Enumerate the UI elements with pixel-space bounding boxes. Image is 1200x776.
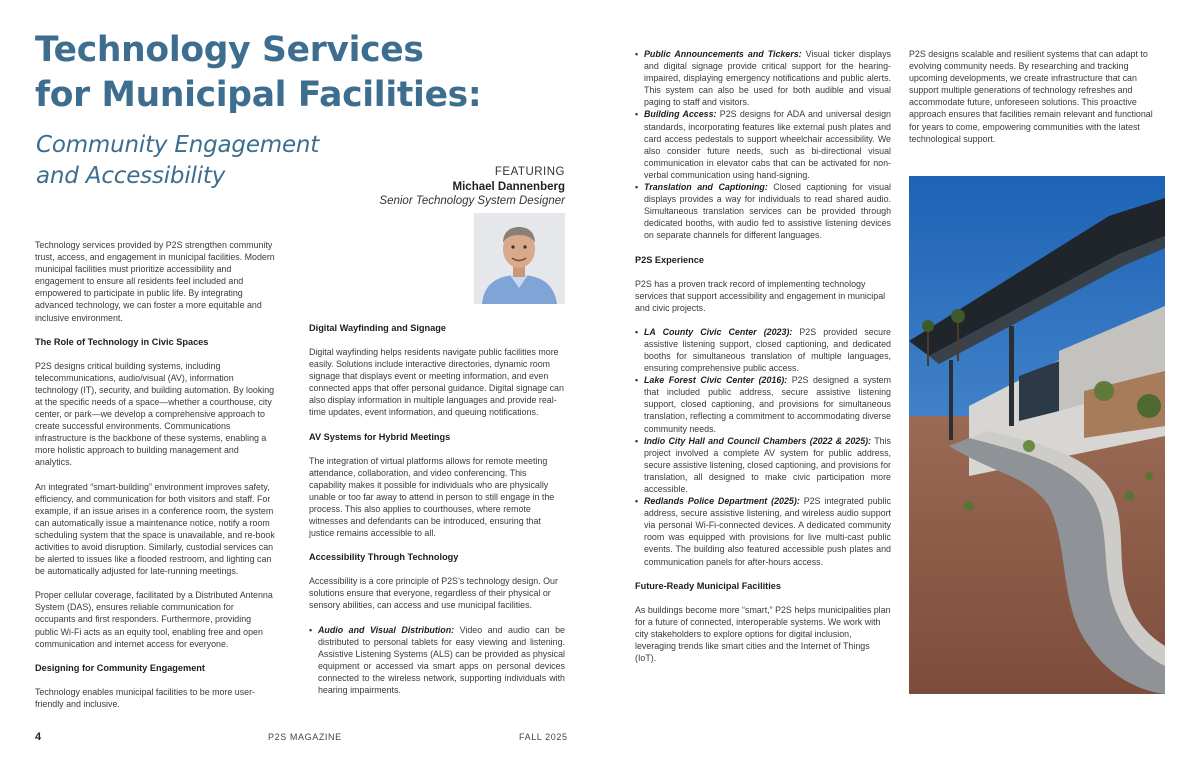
building-illustration	[909, 176, 1165, 694]
bullet-head: Lake Forest Civic Center (2016):	[644, 375, 788, 386]
column-3	[635, 48, 891, 676]
bullet-text: Closed captioning for visual displays provides a way for individuals to read shared audio. Simultaneous translation services can be provided through dedicated booths, with audio fed to assistive listening devices on separate channels for different languages.	[644, 182, 891, 241]
page-subtitle	[36, 130, 366, 192]
bullet-text: P2S designed a system that included public address, secure assistive listening support, closed captioning, and provisions for simultaneous translation, reflecting a commitment to accommodating diverse community needs.	[644, 375, 891, 434]
paragraph-av: The integration of virtual platforms allows for remote meeting attendance, collaboration, and video conferencing. This capability makes it possible for individuals who are physically unable or too far away to attend in person to still engage in the process. This also applies to courthouses, where remote witnesses and defendants can be introduced, ensuring that justice remains accessible to all.	[309, 455, 555, 539]
bullet-head: Public Announcements and Tickers:	[644, 49, 802, 59]
list-item	[635, 108, 891, 181]
bullet-text: This project involved a complete AV system for public address, secure assistive listening, closed captioning, and provisions for translation, all designed to make civic participation more accessible.	[644, 435, 891, 494]
paragraph-accessibility: Accessibility is a core principle of P2S’s technology design. Our solutions ensure that everyone, regardless of their physical or sensory abilities, can access and use municipal facilities.	[309, 576, 558, 611]
accessibility-bullets-part-2	[635, 48, 891, 242]
heading-future-ready: Future-Ready Municipal Facilities	[635, 580, 782, 591]
paragraph-role-3: Proper cellular coverage, facilitated by a Distributed Antenna System (DAS), ensures reliable communication for occupants and first responders. Furthermore, providing public Wi-Fi acts as an equity tool, enabling free and open communication and internet access for everyone.	[35, 590, 273, 649]
title-line-1: Technology Services	[35, 30, 424, 70]
list-item	[635, 48, 891, 108]
footer-magazine: P2S MAGAZINE	[268, 732, 342, 742]
building-photo	[909, 176, 1165, 694]
list-item	[635, 495, 891, 568]
heading-digital-wayfinding: Digital Wayfinding and Signage	[309, 323, 446, 333]
heading-accessibility: Accessibility Through Technology	[309, 552, 459, 563]
footer-issue: FALL 2025	[519, 732, 568, 742]
page-number: 4	[35, 731, 42, 743]
bullet-head: Translation and Captioning:	[644, 182, 768, 193]
portrait-illustration	[474, 213, 565, 304]
featuring-label: FEATURING	[494, 166, 565, 178]
bullet-text: Visual ticker displays and digital signage provide critical support for the hearing-impaired, displaying emergency notifications and public alerts. This system can also be used for both audible and visual paging to staff and visitors.	[644, 49, 891, 108]
bullet-head: Indio City Hall and Council Chambers (2022 & 2025):	[644, 435, 872, 446]
title-line-2: for Municipal Facilities:	[35, 75, 482, 115]
bullet-text: P2S provided secure assistive listening support, closed captioning, and dedicated booths for simultaneous translation of multiple languages, ensuring comprehensive public access.	[644, 326, 891, 374]
column-1	[35, 239, 275, 722]
portrait-photo	[474, 213, 565, 304]
heading-designing-engagement: Designing for Community Engagement	[35, 662, 205, 673]
subtitle-line-2: and Accessibility	[36, 163, 226, 189]
heading-av-systems: AV Systems for Hybrid Meetings	[309, 431, 451, 442]
paragraph-wayfinding: Digital wayfinding helps residents navigate public facilities more easily. Solutions include interactive directories, dynamic room signage that displays event or meeting information, and even connected apps that offer personal guidance. Digital signage can also display information in multiple languages and provide real-time updates, event information, and queuing notifications.	[309, 347, 564, 418]
bullet-text: Video and audio can be distributed to personal tablets for easy viewing and listening. Assistive Listening Systems (ALS) can be provided as physical equipment or accessed via smart apps on personal devices connected to the wireless network, supporting individuals with hearing impairments.	[318, 624, 565, 695]
column-4	[909, 48, 1165, 157]
column-2	[309, 322, 565, 708]
list-item	[635, 435, 891, 495]
paragraph-scalable: P2S designs scalable and resilient systems that can adapt to evolving community needs. By researching and tracking upcoming developments, we create infrastructure that can support multiple generations of technology refreshes and accommodate future, unforeseen solutions. This proactive approach ensures that facilities remain relevant and functional for years to come, empowering communities with the latest technological support.	[909, 49, 1153, 144]
heading-p2s-experience: P2S Experience	[635, 254, 704, 265]
paragraph-designing: Technology enables municipal facilities to be more user-friendly and inclusive.	[35, 686, 256, 709]
list-item	[309, 624, 565, 697]
paragraph-future: As buildings become more “smart,” P2S helps municipalities plan for a future of connected, interoperable systems. We work with city stakeholders to explore options for digital inclusion, leveraging trends like smart cities and the Internet of Things (IoT).	[635, 604, 891, 664]
list-item	[635, 374, 891, 434]
bullet-text: P2S integrated public address, secure assistive listening, and wireless audio support via personal Wi-Fi-connected devices. A dedicated community room was equipped with provisions for live multi-cast public events. The building also featured accessible push plates and communication panels for after-hours access.	[644, 496, 891, 567]
page-title	[35, 28, 505, 118]
featured-name: Michael Dannenberg	[452, 181, 565, 193]
subtitle-line-1: Community Engagement	[36, 132, 320, 158]
accessibility-bullets-part-1	[309, 624, 565, 697]
project-list	[635, 326, 891, 568]
list-item	[635, 181, 891, 241]
bullet-head: Redlands Police Department (2025):	[644, 496, 800, 507]
paragraph-role-2: An integrated “smart-building” environment improves safety, efficiency, and communication for both visitors and staff. For example, if an issue arises in a conference room, the system can automatically issue a maintenance notice, notify a room scheduling system that the space is unavailable, and re-book activities to avoid disruption. Similarly, custodial services can be alerted to issues like a flooded restroom, and lighting can be automatically adjusted for late-running meetings.	[35, 481, 275, 577]
heading-role-of-technology: The Role of Technology in Civic Spaces	[35, 336, 209, 347]
bullet-head: Audio and Visual Distribution:	[318, 624, 455, 635]
featured-role: Senior Technology System Designer	[379, 195, 565, 207]
list-item	[635, 326, 891, 374]
bullet-text: P2S designs for ADA and universal design standards, incorporating features like external push plates and card access pedestals to support wheelchair accessibility. We also consider future needs, such as bi-directional visual communication in elevator cabs that can be activated for non-verbal communication using hand-signing.	[644, 109, 891, 180]
bullet-head: LA County Civic Center (2023):	[644, 326, 793, 337]
paragraph-experience: P2S has a proven track record of implementing technology services that support accessibility and engagement in municipal and civic projects.	[635, 278, 886, 313]
intro-paragraph: Technology services provided by P2S strengthen community trust, access, and engagement in municipal facilities. Modern municipal facilities must prioritize accessibility and engagement to ensure all residents feel included and empowered to participate in public life. By integrating advanced technology, we can foster a more equitable and inclusive environment.	[35, 240, 275, 323]
bullet-head: Building Access:	[644, 109, 717, 120]
paragraph-role-1: P2S designs critical building systems, including telecommunications, audio/visual (AV), information technology (IT), security, and building automation. By looking at the specific needs of a space—whether a courthouse, city center, or park—we develop a comprehensive approach to create successful environments. Communications infrastructure is the backbone of these systems, enabling a more holistic approach to building management and analytics.	[35, 360, 275, 468]
